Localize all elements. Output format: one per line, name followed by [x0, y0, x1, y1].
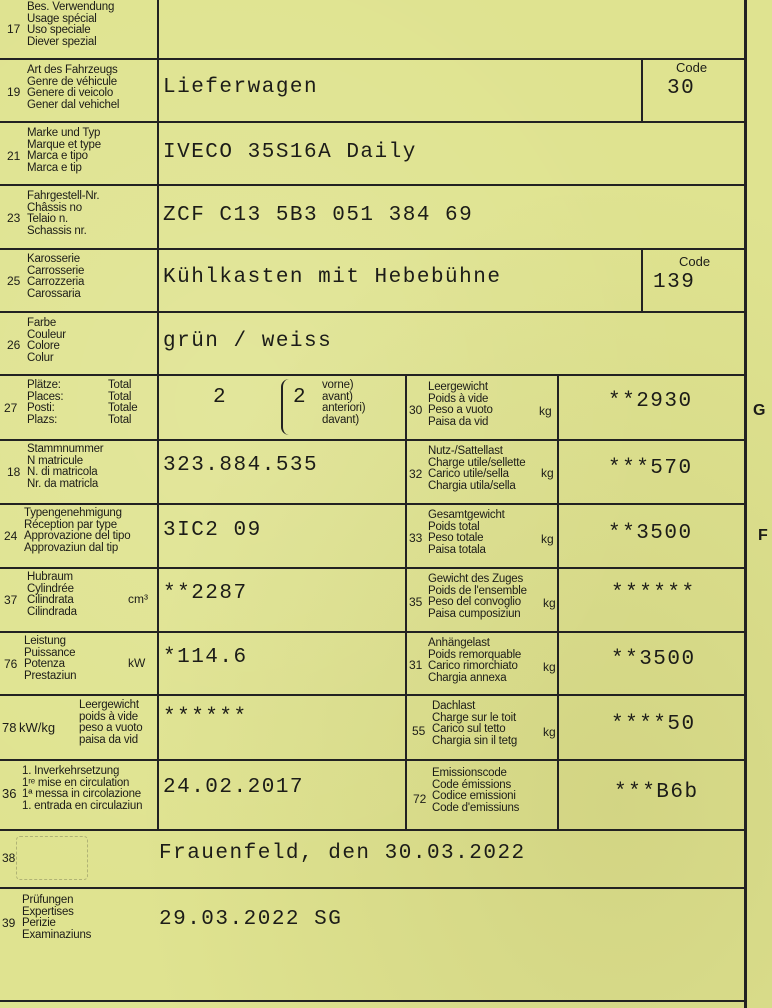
colour-value: grün / weiss: [163, 330, 333, 353]
middle-divider: [405, 374, 407, 830]
unit-kw: kW: [128, 656, 146, 670]
field-number: 36: [2, 786, 17, 801]
chassis-number-value: ZCF C13 5B3 051 384 69: [163, 204, 474, 227]
field-label-roof-load: Dachlast Charge sur le toit Carico sul tetto Chargia sin il tetg: [432, 700, 518, 747]
field-number: 32: [409, 467, 423, 481]
field-label-seats-total: Total Total Totale Total: [108, 379, 138, 426]
unit-kg: kg: [543, 725, 556, 739]
field-label-usage: Bes. Verwendung Usage spécial Uso speciale Diever spezial: [27, 1, 115, 48]
field-number: 19: [7, 85, 21, 99]
first-registration-value: 24.02.2017: [163, 776, 305, 799]
field-label-make-model: Marke und Typ Marque et type Marca e tipo Marca e tip: [27, 127, 101, 174]
field-number: 26: [7, 338, 21, 352]
trailer-load-value: **3500: [611, 648, 696, 671]
field-number: 76: [4, 657, 18, 671]
row-divider: [0, 829, 746, 831]
side-mark-f: F: [758, 527, 768, 544]
field-label-seats-front: vorne) avant) anteriori) davant): [322, 379, 366, 426]
field-number: 78: [2, 720, 17, 735]
row-divider: [0, 1000, 746, 1002]
field-number: 25: [7, 274, 21, 288]
issue-place-date-value: Frauenfeld, den 30.03.2022: [159, 842, 526, 865]
field-number: 27: [4, 401, 18, 415]
field-number: 38: [2, 851, 16, 865]
field-number: 35: [409, 595, 423, 609]
field-number: 33: [409, 531, 423, 545]
inspection-value: 29.03.2022 SG: [159, 908, 343, 931]
train-weight-value: ******: [611, 582, 696, 605]
seats-total-value: 2: [213, 386, 228, 409]
field-number: 18: [7, 465, 21, 479]
label-column-divider: [157, 0, 159, 830]
field-label-body: Karosserie Carrosserie Carrozzeria Carossaria: [27, 253, 85, 300]
unit-kg: kg: [543, 596, 556, 610]
field-number: 23: [7, 211, 21, 225]
row-divider: [0, 694, 746, 696]
code-header: Code: [676, 60, 708, 75]
vehicle-type-value: Lieferwagen: [163, 76, 319, 99]
seats-front-value: 2: [293, 386, 308, 409]
make-model-value: IVECO 35S16A Daily: [163, 141, 417, 164]
unit-kw-kg: kW/kg: [19, 720, 56, 735]
type-approval-value: 3IC2 09: [163, 519, 262, 542]
row-divider: [0, 121, 746, 123]
body-code: 139: [653, 271, 696, 294]
total-weight-value: **3500: [608, 522, 693, 545]
displacement-value: **2287: [163, 582, 248, 605]
field-number: 39: [2, 916, 16, 930]
row-divider: [0, 439, 746, 441]
field-number: 31: [409, 658, 423, 672]
unit-cm3: cm³: [128, 592, 148, 606]
field-label-emission-code: Emissionscode Code émissions Codice emissioni Code d'emissiuns: [432, 767, 520, 814]
master-number-value: 323.884.535: [163, 454, 319, 477]
row-divider: [0, 567, 746, 569]
field-label-vehicle-type: Art des Fahrzeugs Genre de véhicule Genere di veicolo Gener dal vehichel: [27, 64, 120, 111]
row-divider: [0, 184, 746, 186]
row-divider: [0, 759, 746, 761]
body-value: Kühlkasten mit Hebebühne: [163, 266, 502, 289]
power-value: *114.6: [163, 646, 248, 669]
value-divider: [557, 374, 559, 830]
code-divider: [641, 248, 643, 312]
field-number: 37: [4, 593, 18, 607]
empty-weight-value: **2930: [608, 390, 693, 413]
field-number: 21: [7, 149, 21, 163]
faded-stamp: [16, 836, 88, 880]
vehicle-type-code: 30: [667, 77, 696, 100]
row-divider: [0, 58, 746, 60]
field-number: 30: [409, 403, 423, 417]
roof-load-value: ****50: [611, 713, 696, 736]
field-label-master-number: Stammnummer N matricule N. di matricola Nr. da matricla: [27, 443, 104, 490]
field-label-total-weight: Gesamtgewicht Poids total Peso totale Paisa totala: [428, 509, 505, 556]
row-divider: [0, 311, 746, 313]
field-label-empty-weight: Leergewicht Poids à vide Peso a vuoto Paisa da vid: [428, 381, 493, 428]
unit-kg: kg: [539, 404, 552, 418]
field-label-power-to-weight: Leergewicht poids à vide peso a vuoto paisa da vid: [79, 699, 143, 746]
field-label-type-approval: Typengenehmigung Réception par type Approvazione del tipo Approvaziun dal tip: [24, 507, 131, 554]
row-divider: [0, 503, 746, 505]
bracket: [281, 379, 289, 435]
field-label-chassis: Fahrgestell-Nr. Châssis no Telaio n. Schassis nr.: [27, 190, 100, 237]
row-divider: [0, 374, 746, 376]
code-header: Code: [679, 254, 711, 269]
side-mark-g: G: [753, 402, 766, 419]
field-label-train-weight: Gewicht des Zuges Poids de l'ensemble Peso del convoglio Paisa cumposiziun: [428, 573, 527, 620]
power-to-weight-value: ******: [163, 706, 248, 729]
field-label-payload: Nutz-/Sattellast Charge utile/sellette Carico utile/sella Chargia utila/sella: [428, 445, 526, 492]
field-label-first-registration: 1. Inverkehrsetzung 1ʳᵉ mise en circulation 1ª messa in circolazione 1. entrada en circulaziun: [22, 765, 143, 812]
field-label-colour: Farbe Couleur Colore Colur: [27, 317, 66, 364]
unit-kg: kg: [541, 532, 554, 546]
row-divider: [0, 887, 746, 889]
field-number: 55: [412, 724, 426, 738]
unit-kg: kg: [541, 466, 554, 480]
field-number: 24: [4, 529, 18, 543]
row-divider: [0, 631, 746, 633]
row-divider: [0, 248, 746, 250]
unit-kg: kg: [543, 660, 556, 674]
payload-value: ***570: [608, 457, 693, 480]
field-label-displacement: Hubraum Cylindrée Cilindrata Cilindrada: [27, 571, 77, 618]
field-label-power: Leistung Puissance Potenza Prestaziun: [24, 635, 77, 682]
code-divider: [641, 58, 643, 122]
field-number: 17: [7, 22, 21, 36]
emission-code-value: ***B6b: [614, 781, 699, 804]
field-label-inspections: Prüfungen Expertises Perizie Examinaziuns: [22, 894, 92, 941]
field-label-seats: Plätze: Places: Posti: Plazs:: [27, 379, 64, 426]
field-label-trailer-load: Anhängelast Poids remorquable Carico rimorchiato Chargia annexa: [428, 637, 522, 684]
field-number: 72: [413, 792, 427, 806]
